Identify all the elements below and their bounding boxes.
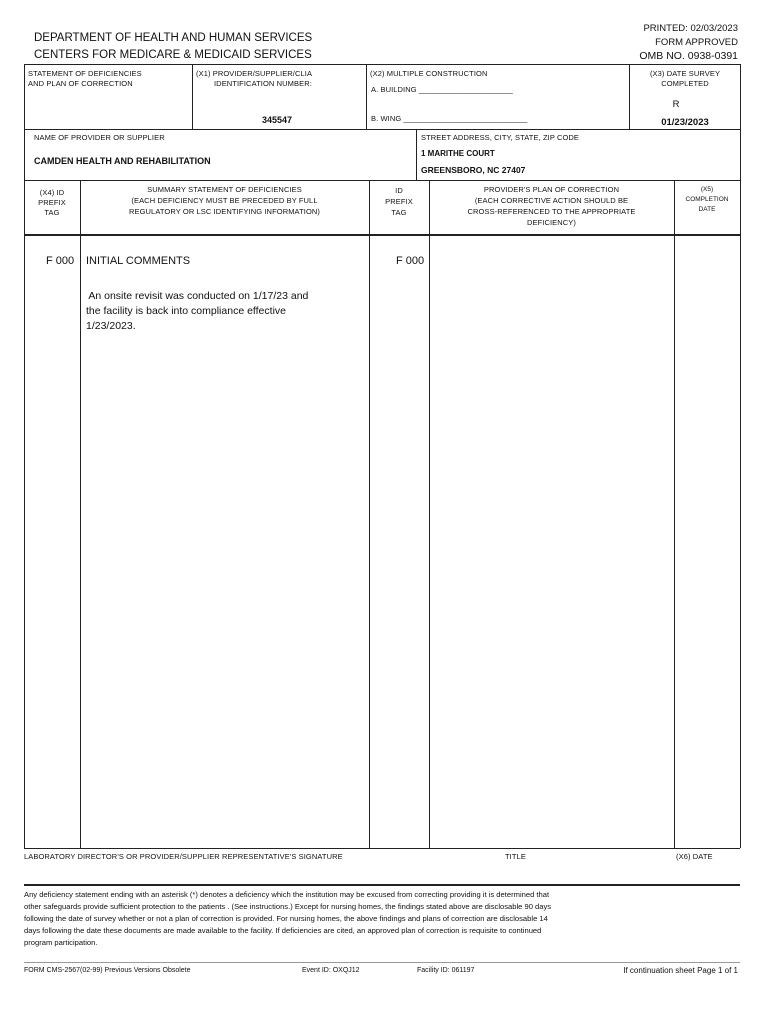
event-id: Event ID: OXQJ12 — [302, 967, 360, 974]
disclaimer-line-5: program participation. — [24, 938, 98, 947]
signature-label: LABORATORY DIRECTOR'S OR PROVIDER/SUPPLIER REPRESENTATIVE'S SIGNATURE — [24, 852, 343, 861]
divider-x1 — [192, 64, 193, 129]
x5-header-1: (X5) — [700, 186, 714, 193]
x1-label-1: (X1) PROVIDER/SUPPLIER/CLIA — [196, 69, 313, 78]
footer-rule — [24, 962, 740, 963]
facility-id: Facility ID: 061197 — [417, 967, 475, 974]
comment-line-2: the facility is back into compliance effective — [86, 305, 286, 317]
summary-header-3: REGULATORY OR LSC IDENTIFYING INFORMATION) — [128, 207, 321, 216]
disclaimer-line-2: other safeguards provide sufficient protection to the patients . (See instructions.) Except for nursing homes, the findings stated above are disclosable 90 days — [24, 902, 552, 911]
deficiency-tag-left: F 000 — [46, 255, 75, 267]
divider-address — [416, 129, 417, 180]
department-line-2: CENTERS FOR MEDICARE & MEDICAID SERVICES — [34, 49, 312, 61]
x2-wing: B. WING _____________________________ — [371, 114, 528, 123]
box-divider-1 — [24, 129, 740, 130]
provider-id-number: 345547 — [262, 115, 293, 125]
top-border — [24, 64, 740, 65]
x2-building: A. BUILDING ______________________ — [371, 85, 513, 94]
plan-header-4: DEFICIENCY) — [526, 218, 577, 227]
id-header-1: ID — [395, 186, 403, 195]
right-border — [740, 64, 741, 848]
comment-line-1: An onsite revisit was conducted on 1/17/23 and — [86, 290, 309, 302]
printed-date: PRINTED: 02/03/2023 — [643, 23, 738, 34]
table-bottom-border — [24, 848, 740, 849]
x5-header-2: COMPLETION — [685, 196, 729, 203]
plan-header-2: (EACH CORRECTIVE ACTION SHOULD BE — [474, 196, 629, 205]
deficiency-tag-right: F 000 — [396, 255, 425, 267]
x4-header-2: PREFIX — [38, 198, 66, 207]
initial-comments-heading: INITIAL COMMENTS — [86, 255, 191, 267]
department-line-1: DEPARTMENT OF HEALTH AND HUMAN SERVICES — [34, 32, 313, 44]
x3-r: R — [672, 99, 680, 110]
id-header-2: PREFIX — [385, 197, 413, 206]
disclaimer-line-1: Any deficiency statement ending with an asterisk (*) denotes a deficiency which the institution may be excused from correcting providing it is determined that — [24, 890, 550, 899]
street-address: 1 MARITHE COURT — [421, 149, 495, 158]
disclaimer-line-3: following the date of survey whether or not a plan of correction is provided. For nursing homes, the above findings and plans of correction are disclosable 14 — [24, 914, 548, 923]
date-label: (X6) DATE — [676, 852, 713, 861]
x4-header-1: (X4) ID — [39, 188, 65, 197]
x1-label-2: IDENTIFICATION NUMBER: — [214, 79, 312, 88]
provider-name-label: NAME OF PROVIDER OR SUPPLIER — [34, 133, 165, 142]
left-border — [24, 64, 25, 848]
x3-label-2: COMPLETED — [661, 79, 709, 88]
header-bottom-border — [24, 234, 740, 236]
summary-header-1: SUMMARY STATEMENT OF DEFICIENCIES — [147, 185, 302, 194]
x4-header-3: TAG — [44, 208, 60, 217]
summary-header-2: (EACH DEFICIENCY MUST BE PRECEDED BY FULL — [131, 196, 318, 205]
id-header-3: TAG — [391, 208, 407, 217]
col-divider-3 — [429, 180, 430, 848]
x3-label-1: (X3) DATE SURVEY — [649, 69, 721, 78]
form-number: FORM CMS-2567(02-99) Previous Versions Obsolete — [24, 967, 191, 974]
x2-label: (X2) MULTIPLE CONSTRUCTION — [370, 69, 488, 78]
col-divider-2 — [369, 180, 370, 848]
page-indicator: If continuation sheet Page 1 of 1 — [623, 966, 738, 975]
city-state-zip: GREENSBORO, NC 27407 — [421, 165, 526, 175]
divider-x2 — [366, 64, 367, 129]
box-divider-2 — [24, 180, 740, 181]
plan-header-3: CROSS-REFERENCED TO THE APPROPRIATE — [467, 207, 636, 216]
title-label: TITLE — [505, 852, 526, 861]
comment-line-3: 1/23/2023. — [86, 320, 136, 332]
omb-number: OMB NO. 0938-0391 — [639, 50, 738, 62]
signature-bottom-border — [24, 884, 740, 886]
x5-header-3: DATE — [698, 206, 716, 213]
statement-label-2: AND PLAN OF CORRECTION — [28, 79, 133, 88]
col-divider-4 — [674, 180, 675, 848]
statement-label-1: STATEMENT OF DEFICIENCIES — [28, 69, 142, 78]
col-divider-1 — [80, 180, 81, 848]
plan-header-1: PROVIDER'S PLAN OF CORRECTION — [483, 185, 620, 194]
survey-completed-date: 01/23/2023 — [661, 117, 709, 128]
address-label: STREET ADDRESS, CITY, STATE, ZIP CODE — [421, 133, 580, 142]
form-approved: FORM APPROVED — [655, 37, 738, 48]
disclaimer-line-4: days following the date these documents are made available to the facility. If deficiencies are cited, an approved plan of correction is requisite to continued — [24, 926, 542, 935]
provider-name: CAMDEN HEALTH AND REHABILITATION — [34, 156, 211, 166]
